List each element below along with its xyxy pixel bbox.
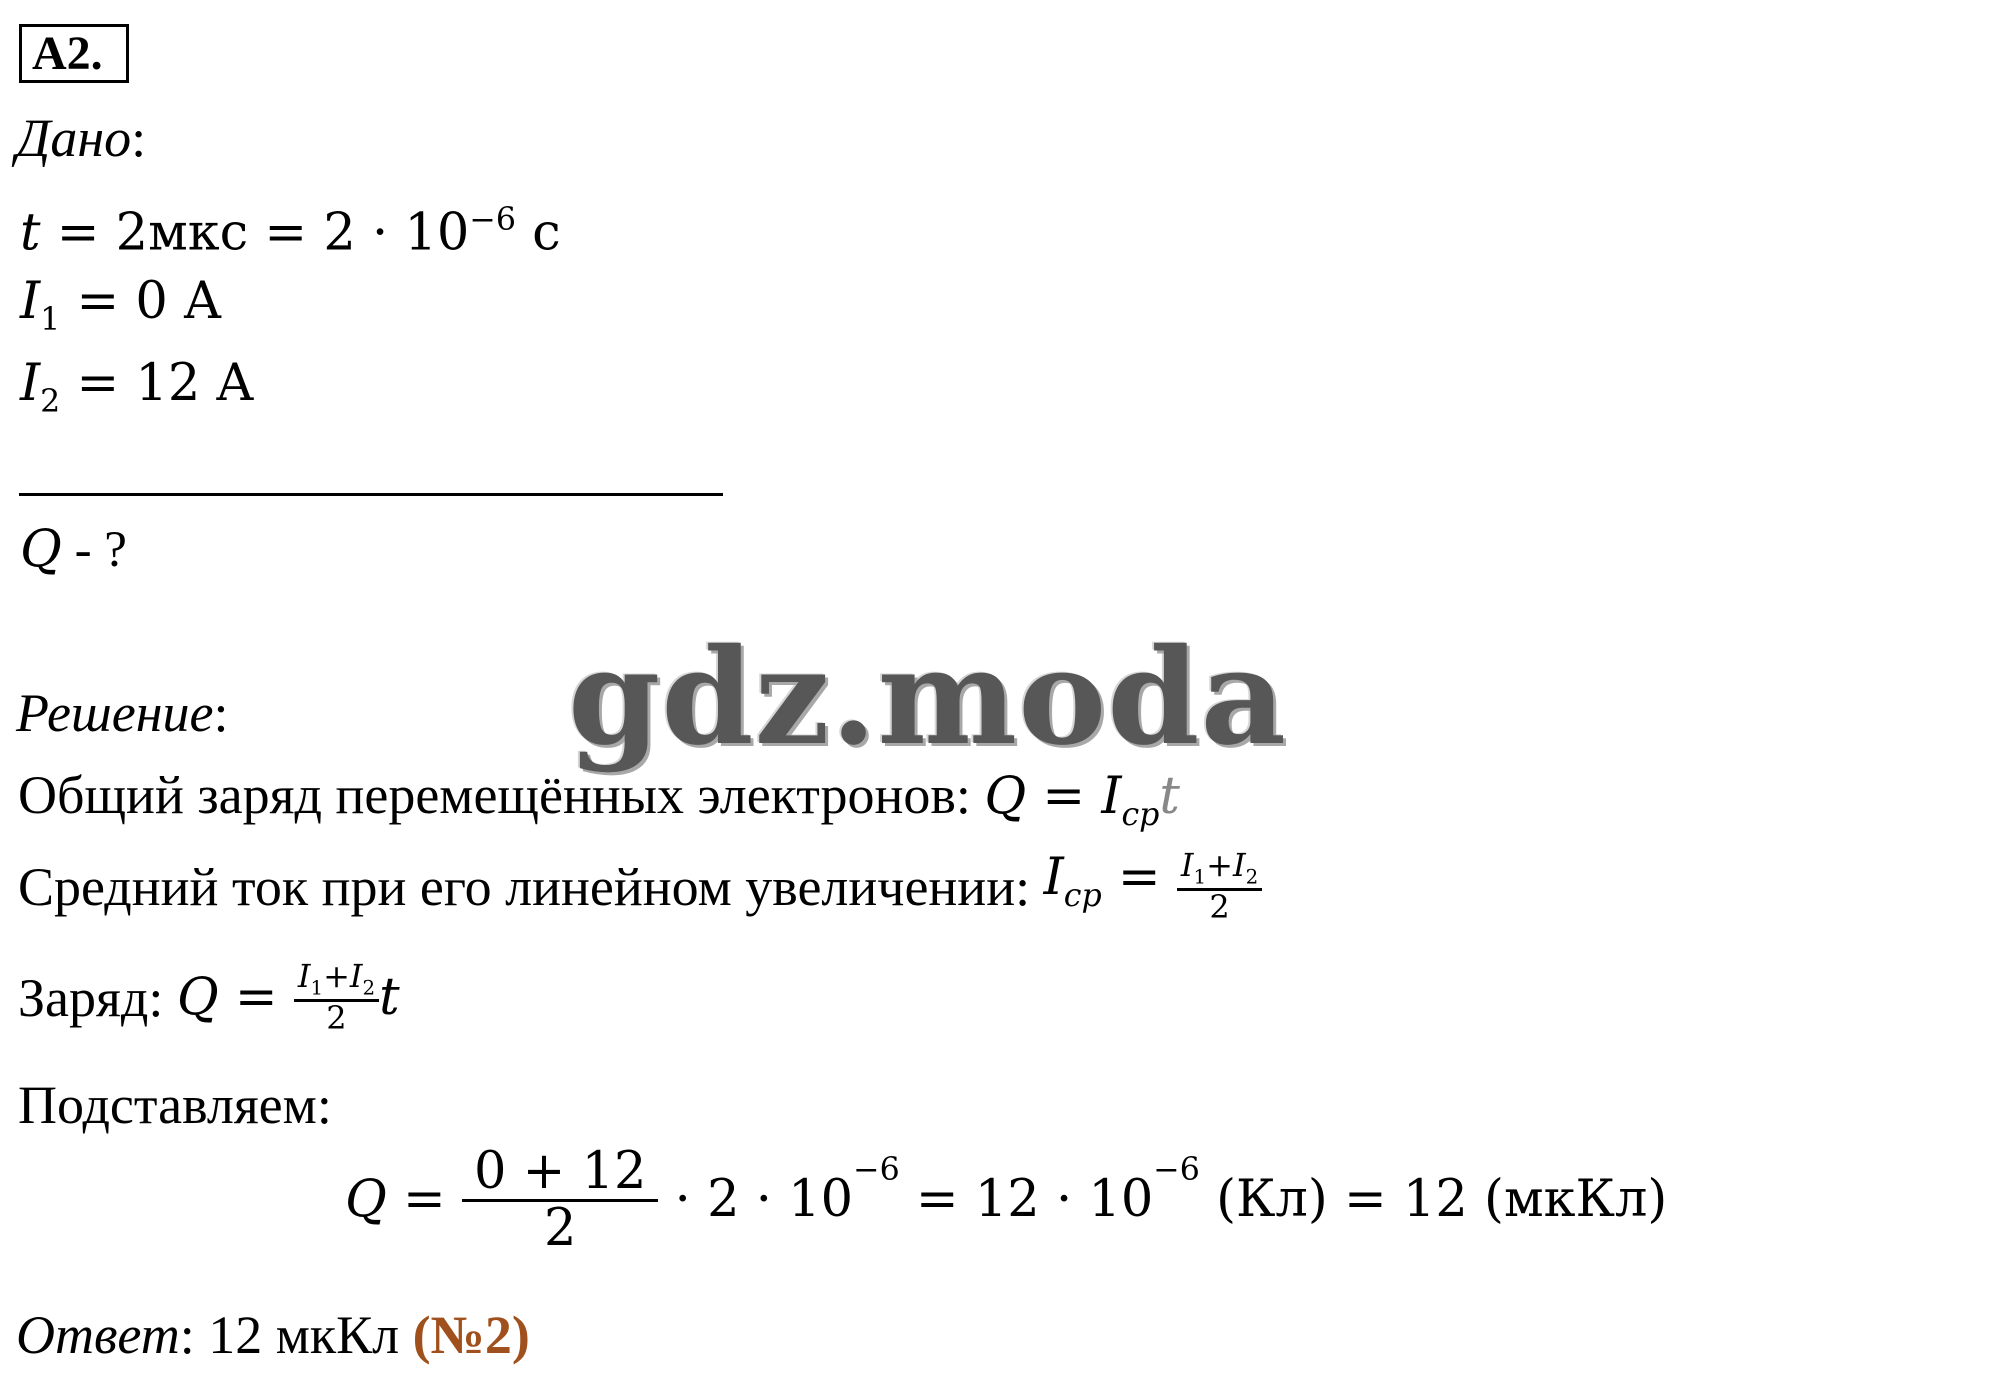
final-fraction: [462, 1142, 659, 1258]
line3-fraction: [294, 957, 379, 1038]
t-value: = 2мкс = 2 · 10: [40, 203, 470, 263]
line2-num-i2: I: [1232, 846, 1246, 885]
line3-num-s1: 1: [310, 976, 324, 1000]
answer-title: Ответ: [16, 1305, 180, 1365]
line1-eq: =: [1026, 767, 1102, 826]
line3-num-i1: I: [297, 957, 311, 995]
watermark-logo: gdz.moda: [568, 620, 1288, 775]
answer-reference: (№2): [412, 1305, 530, 1365]
final-eq: =: [386, 1170, 462, 1230]
t-unit: с: [515, 203, 561, 263]
line1-q: Q: [984, 767, 1027, 826]
answer-value: 12 мкКл: [194, 1305, 413, 1365]
line2-eq: =: [1101, 848, 1177, 907]
given-current-1: [20, 272, 221, 350]
line3-t: t: [379, 967, 400, 1027]
line2-num-i1: I: [1180, 846, 1194, 885]
given-current-2: [20, 354, 253, 432]
t-symbol: t: [20, 203, 41, 263]
i2-subscript: 2: [40, 384, 61, 420]
line2-num-s1: 1: [1193, 865, 1207, 889]
final-fraction-numerator: 0 + 12: [462, 1145, 659, 1202]
final-exp-1: −6: [853, 1152, 900, 1188]
final-rest-a: · 2 · 10: [658, 1170, 854, 1230]
line3-num-plus: +: [323, 957, 350, 995]
given-divider: [19, 493, 723, 496]
line2-fraction-denominator: 2: [1209, 888, 1230, 927]
line3-num-i2: I: [349, 957, 363, 995]
answer-line: [16, 1305, 530, 1365]
find-line: [20, 520, 127, 580]
answer-colon: :: [179, 1305, 195, 1365]
solution-line-1: [18, 765, 1180, 845]
i1-symbol: I: [20, 272, 41, 331]
line3-fraction-numerator: [294, 957, 379, 1002]
line3-fraction-denominator: 2: [326, 999, 347, 1038]
solution-line-4: [18, 1075, 332, 1135]
line2-text: Средний ток при его линейном увеличении:: [18, 857, 1044, 917]
line2-fraction-numerator: [1177, 846, 1262, 891]
solution-title: Решение: [16, 683, 214, 743]
line2-num-plus: +: [1206, 846, 1233, 885]
line4-text: Подставляем:: [18, 1075, 332, 1135]
find-q-text: - ?: [61, 522, 127, 578]
final-rest-b: = 12 · 10: [899, 1170, 1154, 1230]
final-calculation: [345, 1140, 1668, 1258]
given-title: Дано: [16, 108, 132, 168]
solution-line-3: [18, 957, 400, 1038]
final-rest-c: (Кл) = 12 (мкКл): [1199, 1170, 1668, 1230]
i1-value: = 0 A: [60, 272, 221, 331]
solution-colon: :: [213, 683, 229, 743]
line1-i: I: [1101, 767, 1122, 826]
solution-line-2: [18, 848, 1262, 926]
line3-eq: =: [218, 967, 294, 1027]
line1-t: t: [1159, 767, 1180, 826]
solution-heading: [16, 683, 229, 743]
line3-q: Q: [176, 967, 219, 1027]
problem-number: A2.: [32, 27, 103, 80]
given-colon: :: [131, 108, 147, 168]
problem-number-box: [19, 24, 129, 83]
line2-i: I: [1043, 848, 1064, 907]
i2-value: = 12 A: [60, 354, 254, 413]
t-exponent: −6: [469, 202, 516, 238]
line2-i-sub: ср: [1063, 878, 1102, 914]
final-q: Q: [345, 1170, 387, 1230]
given-time: [20, 190, 561, 264]
line3-text: Заряд:: [18, 967, 177, 1028]
find-q-symbol: Q: [20, 520, 62, 579]
final-fraction-denominator: 2: [543, 1198, 577, 1258]
line1-text: Общий заряд перемещённых электронов:: [18, 765, 985, 825]
final-exp-2: −6: [1153, 1152, 1200, 1188]
line1-i-sub: ср: [1121, 797, 1160, 833]
line2-num-s2: 2: [1245, 865, 1259, 889]
line3-num-s2: 2: [362, 976, 376, 1000]
given-heading: [16, 108, 146, 168]
i1-subscript: 1: [40, 302, 61, 338]
i2-symbol: I: [20, 354, 41, 413]
line2-fraction: [1177, 846, 1262, 927]
